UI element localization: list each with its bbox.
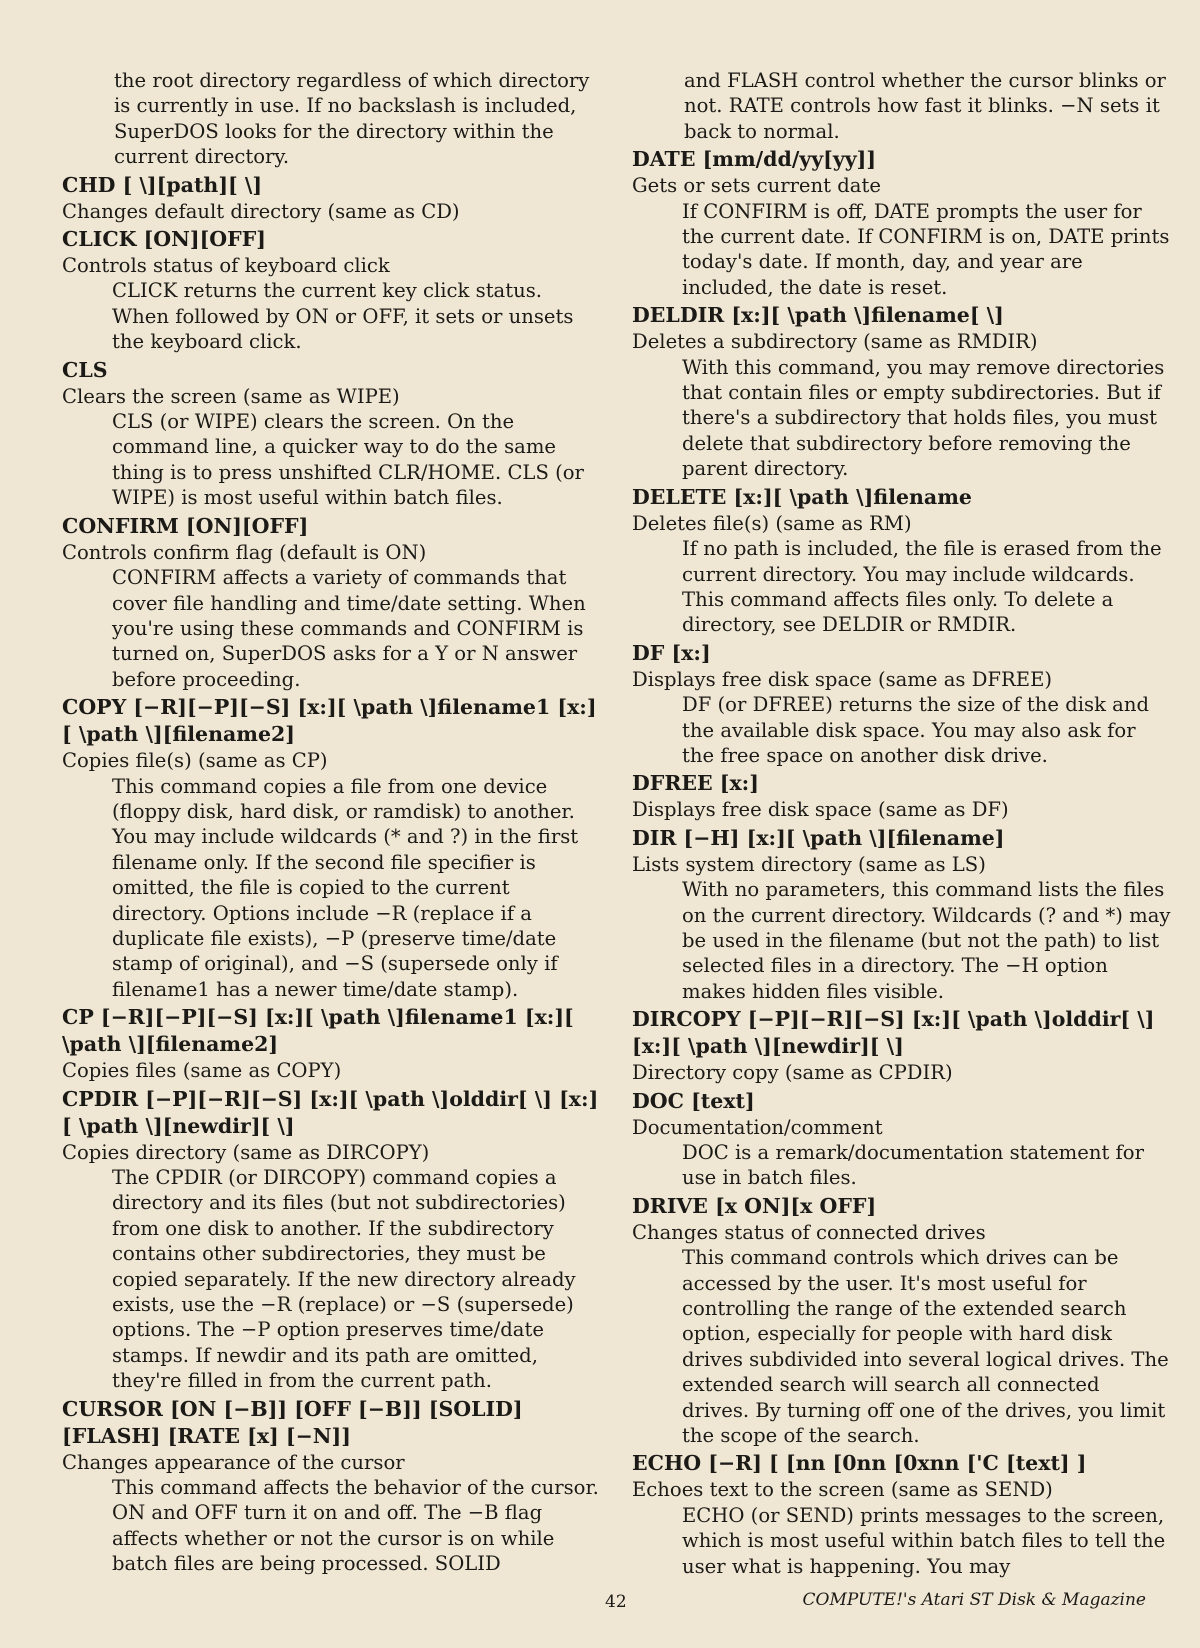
left-column bbox=[62, 68, 602, 1577]
command-description: DOC is a remark/documentation statement for use in batch files. bbox=[682, 1141, 1144, 1190]
command-summary: Echoes text to the screen (same as SEND) bbox=[632, 1478, 1053, 1502]
command-summary: Changes default directory (same as CD) bbox=[62, 199, 460, 223]
command-syntax: DELDIR [x:][ \path \]filename[ \] bbox=[632, 303, 1004, 328]
command-summary: Copies file(s) (same as CP) bbox=[62, 749, 328, 773]
command-summary: Changes status of connected drives bbox=[632, 1220, 986, 1244]
command-list bbox=[62, 172, 602, 1577]
publication-name: COMPUTE!'s Atari ST Disk & Magazine bbox=[802, 1590, 1146, 1610]
command-summary: Directory copy (same as CPDIR) bbox=[632, 1061, 953, 1085]
command-entry bbox=[632, 1450, 1172, 1579]
command-description: If CONFIRM is off, DATE prompts the user for the current date. If CONFIRM is on, DATE prints today's date. If month, day, and year are included, the date is reset. bbox=[682, 199, 1170, 299]
command-summary: Documentation/comment bbox=[632, 1115, 883, 1139]
command-entry bbox=[62, 694, 602, 1002]
command-summary: Controls confirm flag (default is ON) bbox=[62, 540, 427, 564]
command-summary: Controls status of keyboard click bbox=[62, 254, 390, 278]
command-summary: Changes appearance of the cursor bbox=[62, 1450, 405, 1474]
command-summary: Gets or sets current date bbox=[632, 174, 881, 198]
command-syntax: CPDIR [−P][−R][−S] [x:][ \path \]olddir[ \] [x:][ \path \][newdir][ \] bbox=[62, 1086, 599, 1138]
command-description: CONFIRM affects a variety of commands that cover file handling and time/date setting. When you're using these commands and CONFIRM is turned on, SuperDOS asks for a Y or N answer before proceeding. bbox=[112, 566, 586, 691]
command-entry bbox=[62, 1086, 602, 1394]
command-entry bbox=[632, 640, 1172, 769]
command-entry bbox=[62, 1396, 602, 1577]
command-entry bbox=[62, 1004, 602, 1083]
command-entry bbox=[632, 1006, 1172, 1085]
command-entry bbox=[632, 825, 1172, 1004]
command-list bbox=[632, 146, 1172, 1579]
command-description: DF (or DFREE) returns the size of the disk and the available disk space. You may also ask for the free space on another disk drive. bbox=[682, 693, 1150, 767]
command-entry bbox=[62, 357, 602, 511]
command-summary: Displays free disk space (same as DFREE) bbox=[632, 667, 1053, 691]
command-syntax: CP [−R][−P][−S] [x:][ \path \]filename1 [x:][ \path \][filename2] bbox=[62, 1005, 574, 1057]
command-syntax: CURSOR [ON [−B]] [OFF [−B]] [SOLID] [FLASH] [RATE [x] [−N]] bbox=[62, 1396, 523, 1448]
command-description: CLS (or WIPE) clears the screen. On the command line, a quicker way to do the same thing is to press unshifted CLR/HOME. CLS (or WIPE) is most useful within batch files. bbox=[112, 410, 584, 510]
command-syntax: CLICK [ON][OFF] bbox=[62, 227, 266, 252]
command-description: If no path is included, the file is erased from the current directory. You may include wildcards. This command affects files only. To delete a directory, see DELDIR or RMDIR. bbox=[682, 537, 1162, 637]
command-entry bbox=[632, 146, 1172, 300]
command-syntax: DF [x:] bbox=[632, 640, 711, 665]
page-number: 42 bbox=[605, 1592, 627, 1612]
continued-text: and FLASH control whether the cursor blinks or not. RATE controls how fast it blinks. −N sets it back to normal. bbox=[684, 69, 1166, 143]
command-syntax: ECHO [−R] [ [nn [0nn [0xnn ['C [text] ] bbox=[632, 1451, 1087, 1476]
command-summary: Copies directory (same as DIRCOPY) bbox=[62, 1140, 430, 1164]
command-description: ECHO (or SEND) prints messages to the screen, which is most useful within batch files to tell the user what is happening. You may bbox=[682, 1503, 1166, 1578]
command-syntax: CLS bbox=[62, 357, 108, 382]
command-syntax: COPY [−R][−P][−S] [x:][ \path \]filename1 [x:][ \path \][filename2] bbox=[62, 695, 597, 747]
command-summary: Clears the screen (same as WIPE) bbox=[62, 384, 400, 408]
command-summary: Displays free disk space (same as DF) bbox=[632, 798, 1009, 822]
command-syntax: DATE [mm/dd/yy[yy]] bbox=[632, 147, 877, 172]
command-summary: Deletes a subdirectory (same as RMDIR) bbox=[632, 330, 1038, 354]
command-syntax: CONFIRM [ON][OFF] bbox=[62, 513, 309, 538]
command-description: With this command, you may remove directories that contain files or empty subdirectories. But if there's a subdirectory that holds files, you must delete that subdirectory before removing the parent directory. bbox=[682, 355, 1165, 481]
command-syntax: DFREE [x:] bbox=[632, 771, 759, 796]
command-entry bbox=[632, 484, 1172, 638]
command-description: This command controls which drives can be accessed by the user. It's most useful for controlling the range of the extended search option, especially for people with hard disk drives subdivided into several logical drives. The extended search will search all connected drives. By turning off one of the drives, you limit the scope of the search. bbox=[682, 1246, 1169, 1448]
command-summary: Lists system directory (same as LS) bbox=[632, 852, 986, 876]
command-description: With no parameters, this command lists the files on the current directory. Wildcards (? and *) may be used in the filename (but not the path) to list selected files in a directory. The −H option makes hidden files visible. bbox=[682, 878, 1171, 1003]
command-syntax: DIRCOPY [−P][−R][−S] [x:][ \path \]olddir[ \] [x:][ \path \][newdir][ \] bbox=[632, 1007, 1155, 1059]
command-summary: Deletes file(s) (same as RM) bbox=[632, 511, 912, 535]
command-entry bbox=[62, 226, 602, 355]
command-description: CLICK returns the current key click status. When followed by ON or OFF, it sets or unsets the keyboard click. bbox=[112, 279, 574, 354]
continued-text: the root directory regardless of which directory is currently in use. If no backslash is included, SuperDOS looks for the directory within the current directory. bbox=[114, 69, 590, 169]
command-entry bbox=[632, 302, 1172, 481]
command-description: This command affects the behavior of the cursor. ON and OFF turn it on and off. The −B flag affects whether or not the cursor is on while batch files are being processed. SOLID bbox=[112, 1476, 599, 1576]
command-entry bbox=[62, 513, 602, 692]
command-syntax: DRIVE [x ON][x OFF] bbox=[632, 1193, 877, 1218]
command-entry bbox=[632, 770, 1172, 822]
command-syntax: DELETE [x:][ \path \]filename bbox=[632, 484, 972, 509]
command-syntax: DIR [−H] [x:][ \path \][filename] bbox=[632, 825, 1005, 850]
command-syntax: DOC [text] bbox=[632, 1088, 755, 1113]
right-column bbox=[632, 68, 1172, 1579]
command-description: This command copies a file from one device (floppy disk, hard disk, or ramdisk) to another. You may include wildcards (* and ?) in the first filename only. If the second file specifier is omitted, the file is copied to the current directory. Options include −R (replace if a duplicate file exists), −P (preserve time/date stamp of original), and −S (supersede only if filename1 has a newer time/date stamp). bbox=[112, 774, 579, 1001]
command-entry bbox=[62, 172, 602, 224]
command-summary: Copies files (same as COPY) bbox=[62, 1059, 342, 1083]
command-entry bbox=[632, 1088, 1172, 1191]
command-entry bbox=[632, 1193, 1172, 1449]
command-description: The CPDIR (or DIRCOPY) command copies a directory and its files (but not subdirectories) from one disk to another. If the subdirectory contains other subdirectories, they must be copied separately. If the new directory already exists, use the −R (replace) or −S (supersede) options. The −P option preserves time/date stamps. If newdir and its path are omitted, they're filled in from the current path. bbox=[112, 1166, 576, 1393]
command-syntax: CHD [ \][path][ \] bbox=[62, 172, 263, 197]
